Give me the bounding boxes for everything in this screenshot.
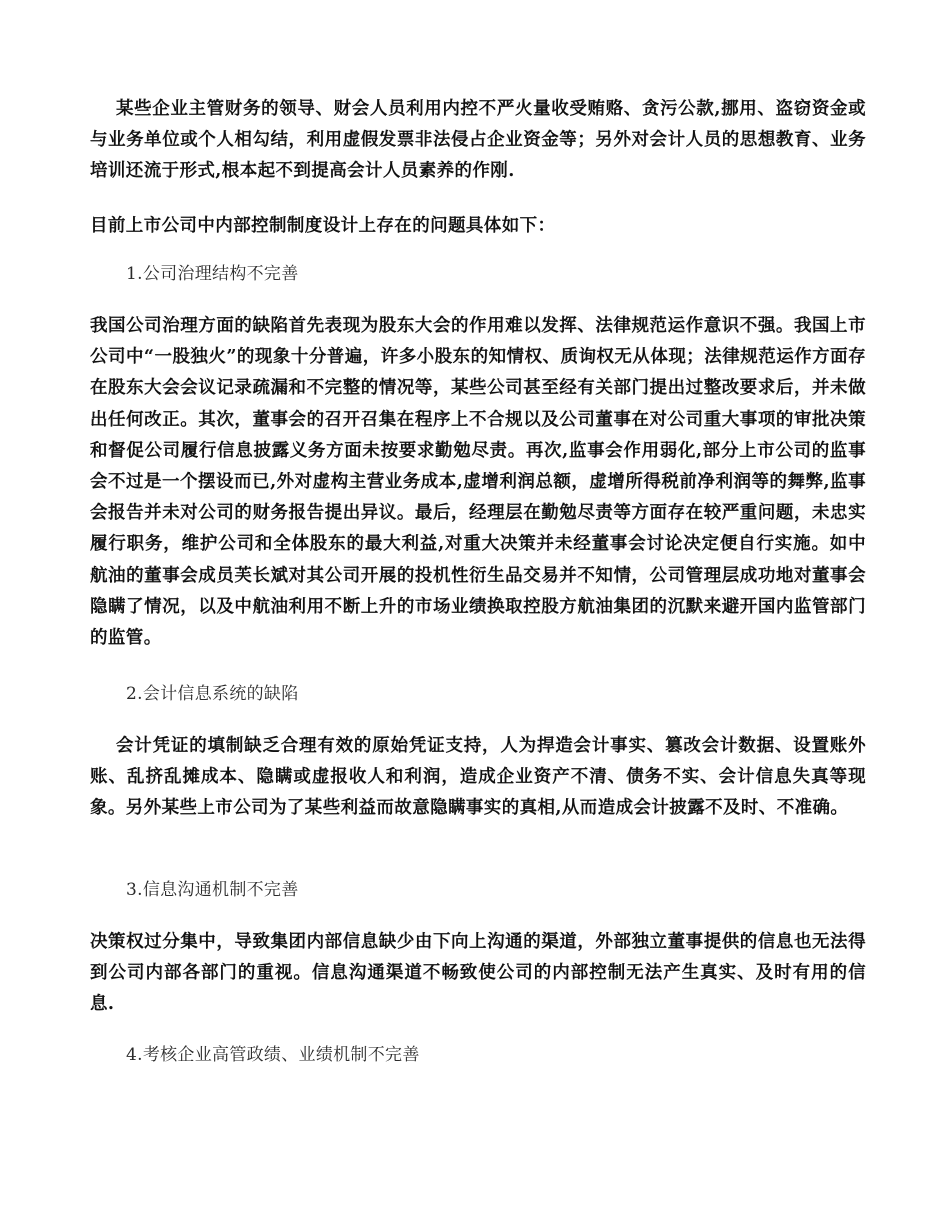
lead-sentence: 目前上市公司中内部控制制度设计上存在的问题具体如下： — [90, 216, 556, 236]
section-heading-governance: 1.公司治理结构不完善 — [126, 264, 299, 284]
section-body-accounting-system: 会计凭证的填制缺乏合理有效的原始凭证支持，人为捍造会计事实、篡改会计数据、设置账外账、乱挤乱摊成本、隐瞒或虚报收人和利润，造成企业资产不清、债务不实、会计信息失真等现象。另外某些上市公司为了某些利益而故意隐瞒事实的真相,从而造成会计披露不及时、不准确。 — [90, 736, 866, 819]
section-body-governance: 我国公司治理方面的缺陷首先表现为股东大会的作用难以发挥、法律规范运作意识不强。我国上市公司中“一股独火”的现象十分普遍，许多小股东的知情权、质询权无从体现；法律规范运作方面存在股东大会会议记录疏漏和不完整的情况等，某些公司甚至经有关部门提出过整改要求后，并未做出任何改正。其次，董事会的召开召集在程序上不合规以及公司董事在对公司重大事项的审批决策和督促公司履行信息披露义务方面未按要求勤勉尽责。再次,监事会作用弱化,部分上市公司的监事会不过是一个摆设而已,外对虚构主营业务成本,虚增利润总额，虚增所得税前净利润等的舞弊,监事会报告并未对公司的财务报告提出异议。最后，经理层在勤勉尽责等方面存在较严重问题，未忠实履行职务，维护公司和全体股东的最大利益,对重大决策并未经董事会讨论决定便自行实施。如中航油的董事会成员芙长斌对其公司开展的投机性衍生品交易并不知情，公司管理层成功地对董事会隐瞒了情况，以及中航油利用不断上升的市场业绩换取控股方航油集团的沉默来避开国内监管部门的监管。 — [90, 316, 866, 649]
section-heading-communication: 3.信息沟通机制不完善 — [126, 880, 299, 900]
section-body-communication: 决策权过分集中，导致集团内部信息缺少由下向上沟通的渠道，外部独立董事提供的信息也无法得到公司内部各部门的重视。信息沟通渠道不畅致使公司的内部控制无法产生真实、及时有用的信息. — [90, 932, 866, 1015]
section-heading-performance-evaluation: 4.考核企业高管政绩、业绩机制不完善 — [126, 1045, 420, 1065]
section-heading-accounting-system: 2.会计信息系统的缺陷 — [126, 684, 299, 704]
intro-paragraph: 某些企业主管财务的领导、财会人员利用内控不严火量收受贿赂、贪污公款,挪用、盗窃资金或与业务单位或个人相勾结，利用虚假发票非法侵占企业资金等；另外对会计人员的思想教育、业务培训还流于形式,根本起不到提高会计人员素养的作刚. — [90, 99, 866, 182]
